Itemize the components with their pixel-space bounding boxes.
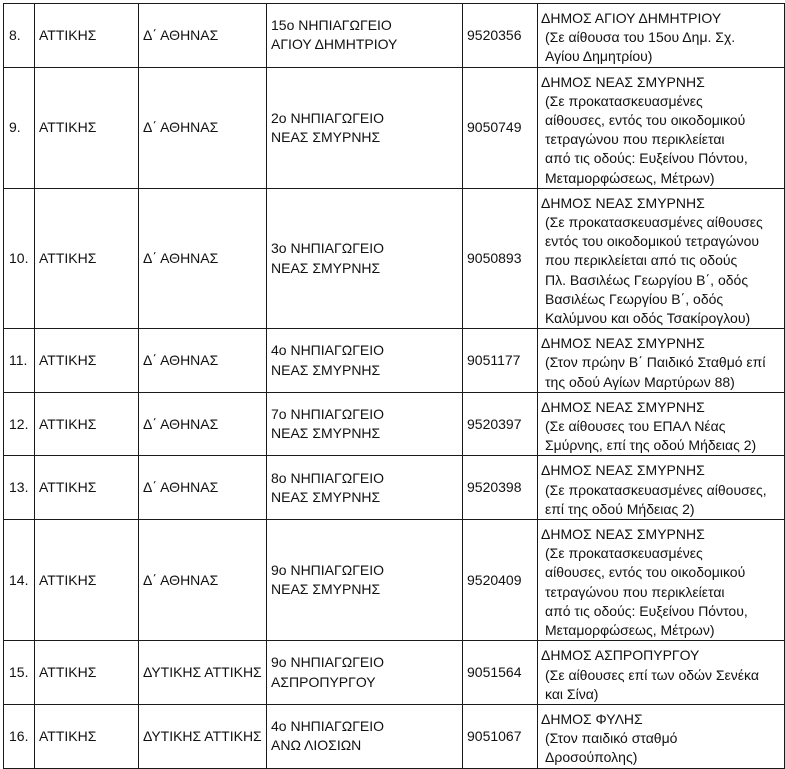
row-number: 16.	[4, 704, 35, 768]
school-name-cell-line: ΝΕΑΣ ΣΜΥΡΝΗΣ	[271, 425, 381, 442]
school-name-cell-line: 9ο ΝΗΠΙΑΓΩΓΕΙΟ	[271, 654, 385, 671]
location-description-cell	[538, 641, 785, 705]
school-name-cell	[267, 704, 463, 768]
location-description-cell-line: Μεταμορφώσεως, Μέτρων)	[545, 622, 715, 639]
school-name-cell	[267, 4, 463, 68]
location-description-cell-line: αίθουσες, εντός του οικοδομικού	[545, 564, 746, 581]
location-description-cell-line: από τις οδούς: Ευξείνου Πόντου,	[545, 602, 748, 619]
row-number: 10.	[4, 188, 35, 328]
location-description-cell	[538, 456, 785, 520]
district-cell: Δ΄ ΑΘΗΝΑΣ	[139, 4, 267, 68]
table-row	[4, 329, 785, 393]
location-description-cell-line: ΔΗΜΟΣ ΝΕΑΣ ΣΜΥΡΝΗΣ	[541, 462, 705, 479]
region-cell: ΑΤΤΙΚΗΣ	[35, 456, 139, 520]
location-description-cell-line: που περικλείεται από τις οδούς	[545, 252, 738, 269]
location-description-cell-line: Βασιλέως Γεωργίου Β΄, οδός	[545, 290, 724, 307]
location-description-cell-line: (Σε προκατασκευασμένες αίθουσες	[545, 214, 763, 231]
location-description-cell-line: τετραγώνου που περικλείεται	[545, 583, 725, 600]
location-description-cell-line: αίθουσες, εντός του οικοδομικού	[545, 112, 746, 129]
location-description-cell	[538, 67, 785, 188]
row-number: 15.	[4, 641, 35, 705]
district-cell: Δ΄ ΑΘΗΝΑΣ	[139, 329, 267, 393]
location-description-cell	[538, 704, 785, 768]
location-description-cell-line: (Σε αίθουσες του ΕΠΑΛ Νέας	[545, 418, 726, 435]
district-cell: Δ΄ ΑΘΗΝΑΣ	[139, 456, 267, 520]
row-number: 12.	[4, 392, 35, 456]
region-cell: ΑΤΤΙΚΗΣ	[35, 329, 139, 393]
school-name-cell	[267, 456, 463, 520]
location-description-cell-line: ΔΗΜΟΣ ΝΕΑΣ ΣΜΥΡΝΗΣ	[541, 73, 705, 90]
region-cell: ΑΤΤΙΚΗΣ	[35, 520, 139, 641]
location-description-cell-line: Σμύρνης, επί της οδού Μήδειας 2)	[545, 437, 757, 454]
location-description-cell-line: Αγίου Δημητρίου)	[545, 48, 653, 65]
location-description-cell	[538, 4, 785, 68]
school-name-cell	[267, 392, 463, 456]
row-number: 11.	[4, 329, 35, 393]
school-name-cell-line: 15ο ΝΗΠΙΑΓΩΓΕΙΟ	[271, 17, 392, 34]
school-code-cell: 9050749	[463, 67, 538, 188]
location-description-cell-line: ΔΗΜΟΣ ΝΕΑΣ ΣΜΥΡΝΗΣ	[541, 526, 705, 543]
row-number: 8.	[4, 4, 35, 68]
school-name-cell	[267, 329, 463, 393]
school-name-cell	[267, 520, 463, 641]
location-description-cell-line: ΔΗΜΟΣ ΝΕΑΣ ΣΜΥΡΝΗΣ	[541, 194, 705, 211]
table-row	[4, 392, 785, 456]
kindergarten-table	[3, 3, 785, 769]
table-row	[4, 641, 785, 705]
location-description-cell-line: Πλ. Βασιλέως Γεωργίου Β΄, οδός	[545, 271, 749, 288]
location-description-cell-line: Μεταμορφώσεως, Μέτρων)	[545, 169, 715, 186]
school-code-cell: 9050893	[463, 188, 538, 328]
location-description-cell-line: της οδού Αγίων Μαρτύρων 88)	[545, 373, 735, 390]
school-code-cell: 9520398	[463, 456, 538, 520]
school-code-cell: 9520409	[463, 520, 538, 641]
district-cell: ΔΥΤΙΚΗΣ ΑΤΤΙΚΗΣ	[139, 704, 267, 768]
school-name-cell	[267, 67, 463, 188]
location-description-cell-line: Καλύμνου και οδός Τσακίρογλου)	[545, 310, 751, 327]
location-description-cell-line: εντός του οικοδομικού τετραγώνου	[545, 233, 760, 250]
school-name-cell-line: 3ο ΝΗΠΙΑΓΩΓΕΙΟ	[271, 240, 385, 257]
location-description-cell-line: επί της οδού Μήδειας 2)	[545, 500, 695, 517]
school-code-cell: 9051564	[463, 641, 538, 705]
school-name-cell-line: ΑΝΩ ΛΙΟΣΙΩΝ	[271, 737, 362, 754]
school-name-cell-line: 4ο ΝΗΠΙΑΓΩΓΕΙΟ	[271, 718, 385, 734]
location-description-cell-line: (Στον πρώην Β΄ Παιδικό Σταθμό επί	[545, 354, 766, 371]
table-row	[4, 520, 785, 641]
school-name-cell-line: ΝΕΑΣ ΣΜΥΡΝΗΣ	[271, 128, 381, 145]
location-description-cell-line: από τις οδούς: Ευξείνου Πόντου,	[545, 150, 748, 167]
region-cell: ΑΤΤΙΚΗΣ	[35, 641, 139, 705]
district-cell: Δ΄ ΑΘΗΝΑΣ	[139, 520, 267, 641]
school-name-cell-line: ΑΣΠΡΟΠΥΡΓΟΥ	[271, 673, 376, 690]
location-description-cell-line: (Σε αίθουσες επί των οδών Σενέκα	[545, 666, 759, 683]
location-description-cell-line: ΔΗΜΟΣ ΑΣΠΡΟΠΥΡΓΟΥ	[541, 647, 700, 664]
location-description-cell	[538, 188, 785, 328]
region-cell: ΑΤΤΙΚΗΣ	[35, 392, 139, 456]
location-description-cell	[538, 329, 785, 393]
location-description-cell-line: (Σε προκατασκευασμένες	[545, 545, 703, 562]
location-description-cell-line: ΔΗΜΟΣ ΝΕΑΣ ΣΜΥΡΝΗΣ	[541, 335, 705, 352]
region-cell: ΑΤΤΙΚΗΣ	[35, 4, 139, 68]
row-number: 13.	[4, 456, 35, 520]
location-description-cell-line: Δροσούπολης)	[545, 749, 638, 766]
school-name-cell-line: 8ο ΝΗΠΙΑΓΩΓΕΙΟ	[271, 469, 385, 486]
school-name-cell-line: ΝΕΑΣ ΣΜΥΡΝΗΣ	[271, 581, 381, 598]
school-code-cell: 9051067	[463, 704, 538, 768]
district-cell: Δ΄ ΑΘΗΝΑΣ	[139, 392, 267, 456]
school-code-cell: 9520356	[463, 4, 538, 68]
school-name-cell-line: 7ο ΝΗΠΙΑΓΩΓΕΙΟ	[271, 405, 385, 422]
location-description-cell-line: ΔΗΜΟΣ ΝΕΑΣ ΣΜΥΡΝΗΣ	[541, 398, 705, 415]
district-cell: Δ΄ ΑΘΗΝΑΣ	[139, 188, 267, 328]
school-code-cell: 9051177	[463, 329, 538, 393]
location-description-cell-line: τετραγώνου που περικλείεται	[545, 131, 725, 148]
district-cell: Δ΄ ΑΘΗΝΑΣ	[139, 67, 267, 188]
location-description-cell-line: και Σίνα)	[545, 685, 599, 702]
location-description-cell-line: ΔΗΜΟΣ ΑΓΙΟΥ ΔΗΜΗΤΡΙΟΥ	[541, 10, 722, 26]
location-description-cell-line: ΔΗΜΟΣ ΦΥΛΗΣ	[541, 710, 643, 727]
school-name-cell-line: 9ο ΝΗΠΙΑΓΩΓΕΙΟ	[271, 561, 385, 578]
region-cell: ΑΤΤΙΚΗΣ	[35, 67, 139, 188]
table-row	[4, 704, 785, 768]
school-name-cell	[267, 641, 463, 705]
school-name-cell-line: ΑΓΙΟΥ ΔΗΜΗΤΡΙΟΥ	[271, 36, 398, 53]
row-number: 9.	[4, 67, 35, 188]
school-name-cell-line: 4ο ΝΗΠΙΑΓΩΓΕΙΟ	[271, 342, 385, 359]
location-description-cell	[538, 392, 785, 456]
table-row	[4, 67, 785, 188]
table-row	[4, 188, 785, 328]
location-description-cell-line: (Σε προκατασκευασμένες αίθουσες,	[545, 481, 767, 498]
region-cell: ΑΤΤΙΚΗΣ	[35, 704, 139, 768]
location-description-cell-line: (Στον παιδικό σταθμό	[545, 730, 678, 747]
region-cell: ΑΤΤΙΚΗΣ	[35, 188, 139, 328]
school-name-cell-line: ΝΕΑΣ ΣΜΥΡΝΗΣ	[271, 488, 381, 505]
school-name-cell-line: ΝΕΑΣ ΣΜΥΡΝΗΣ	[271, 259, 381, 276]
row-number: 14.	[4, 520, 35, 641]
school-name-cell-line: 2ο ΝΗΠΙΑΓΩΓΕΙΟ	[271, 109, 385, 126]
location-description-cell-line: (Σε αίθουσα του 15ου Δημ. Σχ.	[545, 29, 736, 46]
location-description-cell-line: (Σε προκατασκευασμένες	[545, 92, 703, 109]
table-row	[4, 456, 785, 520]
school-name-cell	[267, 188, 463, 328]
district-cell: ΔΥΤΙΚΗΣ ΑΤΤΙΚΗΣ	[139, 641, 267, 705]
school-code-cell: 9520397	[463, 392, 538, 456]
location-description-cell	[538, 520, 785, 641]
table-row	[4, 4, 785, 68]
school-name-cell-line: ΝΕΑΣ ΣΜΥΡΝΗΣ	[271, 361, 381, 378]
